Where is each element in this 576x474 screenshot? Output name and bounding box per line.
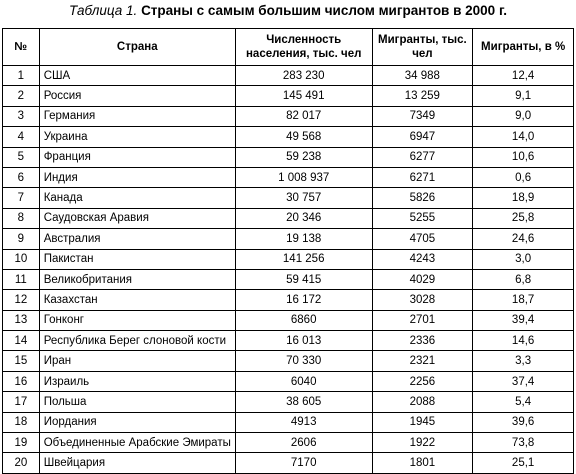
cell-population: 49 568 [235,127,372,147]
cell-migrants-percent: 25,1 [473,453,574,473]
cell-number: 4 [3,127,40,147]
table-row [3,167,574,187]
cell-population: 145 491 [235,86,372,106]
cell-country: Саудовская Аравия [39,208,235,228]
cell-country: Польша [39,392,235,412]
table-row [3,66,574,86]
cell-migrants: 6947 [372,127,473,147]
cell-population: 82 017 [235,106,372,126]
cell-migrants: 13 259 [372,86,473,106]
cell-migrants: 2336 [372,331,473,351]
cell-country: Австралия [39,229,235,249]
cell-country: Иран [39,351,235,371]
cell-migrants-percent: 6,8 [473,269,574,289]
cell-migrants: 7349 [372,106,473,126]
cell-number: 14 [3,331,40,351]
table-row [3,351,574,371]
cell-migrants-percent: 10,6 [473,147,574,167]
cell-number: 17 [3,392,40,412]
cell-population: 20 346 [235,208,372,228]
caption-title: Страны с самым большим числом мигрантов в 2000 г. [141,3,507,18]
table-header [3,29,574,66]
cell-migrants-percent: 9,1 [473,86,574,106]
table-row [3,412,574,432]
cell-country: Германия [39,106,235,126]
cell-country: Великобритания [39,269,235,289]
cell-migrants-percent: 12,4 [473,66,574,86]
cell-number: 13 [3,310,40,330]
header-country: Страна [39,29,235,66]
cell-number: 6 [3,167,40,187]
cell-population: 19 138 [235,229,372,249]
cell-migrants: 2256 [372,371,473,391]
cell-number: 3 [3,106,40,126]
cell-migrants-percent: 39,4 [473,310,574,330]
cell-migrants: 6271 [372,167,473,187]
cell-number: 16 [3,371,40,391]
cell-number: 7 [3,188,40,208]
header-row [3,29,574,66]
cell-number: 11 [3,269,40,289]
cell-country: Канада [39,188,235,208]
cell-number: 2 [3,86,40,106]
cell-population: 141 256 [235,249,372,269]
cell-country: Казахстан [39,290,235,310]
cell-migrants: 2088 [372,392,473,412]
caption-label: Таблица 1. [69,3,138,18]
cell-population: 1 008 937 [235,167,372,187]
table-row [3,249,574,269]
cell-population: 59 238 [235,147,372,167]
cell-number: 5 [3,147,40,167]
cell-migrants-percent: 25,8 [473,208,574,228]
cell-number: 1 [3,66,40,86]
cell-migrants: 3028 [372,290,473,310]
cell-country: Индия [39,167,235,187]
table-row [3,208,574,228]
cell-migrants: 34 988 [372,66,473,86]
cell-country: Пакистан [39,249,235,269]
cell-migrants: 2701 [372,310,473,330]
table-row [3,290,574,310]
cell-number: 15 [3,351,40,371]
cell-migrants-percent: 24,6 [473,229,574,249]
header-migrants-percent: Мигранты, в % [473,29,574,66]
cell-population: 283 230 [235,66,372,86]
cell-country: Швейцария [39,453,235,473]
table-row [3,188,574,208]
cell-population: 70 330 [235,351,372,371]
cell-migrants: 4029 [372,269,473,289]
table-row [3,269,574,289]
cell-number: 8 [3,208,40,228]
cell-population: 2606 [235,433,372,453]
table-row [3,106,574,126]
cell-number: 9 [3,229,40,249]
table-row [3,331,574,351]
cell-country: Иордания [39,412,235,432]
header-number: № [3,29,40,66]
cell-country: Украина [39,127,235,147]
table-row [3,453,574,473]
cell-population: 16 172 [235,290,372,310]
cell-number: 19 [3,433,40,453]
cell-population: 16 013 [235,331,372,351]
cell-migrants-percent: 9,0 [473,106,574,126]
cell-migrants: 4243 [372,249,473,269]
cell-migrants: 1801 [372,453,473,473]
cell-migrants-percent: 5,4 [473,392,574,412]
table-row [3,147,574,167]
cell-country: Франция [39,147,235,167]
cell-migrants-percent: 37,4 [473,371,574,391]
cell-migrants: 5255 [372,208,473,228]
cell-migrants: 1922 [372,433,473,453]
cell-migrants-percent: 39,6 [473,412,574,432]
cell-country: США [39,66,235,86]
cell-country: Объединенные Арабские Эмираты [39,433,235,453]
cell-number: 10 [3,249,40,269]
cell-country: Россия [39,86,235,106]
cell-migrants-percent: 3,0 [473,249,574,269]
cell-population: 6860 [235,310,372,330]
table-row [3,433,574,453]
cell-country: Гонконг [39,310,235,330]
table-row [3,86,574,106]
table-row [3,127,574,147]
cell-migrants-percent: 14,6 [473,331,574,351]
cell-migrants-percent: 73,8 [473,433,574,453]
header-population: Численность населения, тыс. чел [235,29,372,66]
cell-country: Республика Берег слоновой кости [39,331,235,351]
cell-number: 20 [3,453,40,473]
cell-country: Израиль [39,371,235,391]
cell-population: 38 605 [235,392,372,412]
cell-migrants: 6277 [372,147,473,167]
migrants-table [2,28,574,474]
cell-migrants-percent: 3,3 [473,351,574,371]
cell-migrants-percent: 0,6 [473,167,574,187]
cell-population: 6040 [235,371,372,391]
cell-migrants-percent: 14,0 [473,127,574,147]
cell-population: 59 415 [235,269,372,289]
table-caption [0,0,576,26]
table-row [3,310,574,330]
cell-migrants: 2321 [372,351,473,371]
cell-population: 7170 [235,453,372,473]
cell-population: 4913 [235,412,372,432]
table-row [3,371,574,391]
cell-migrants-percent: 18,7 [473,290,574,310]
cell-number: 18 [3,412,40,432]
table-row [3,229,574,249]
table-body [3,66,574,474]
cell-migrants: 4705 [372,229,473,249]
cell-migrants: 1945 [372,412,473,432]
cell-migrants: 5826 [372,188,473,208]
table-row [3,392,574,412]
cell-number: 12 [3,290,40,310]
cell-migrants-percent: 18,9 [473,188,574,208]
cell-population: 30 757 [235,188,372,208]
header-migrants: Мигранты, тыс. чел [372,29,473,66]
